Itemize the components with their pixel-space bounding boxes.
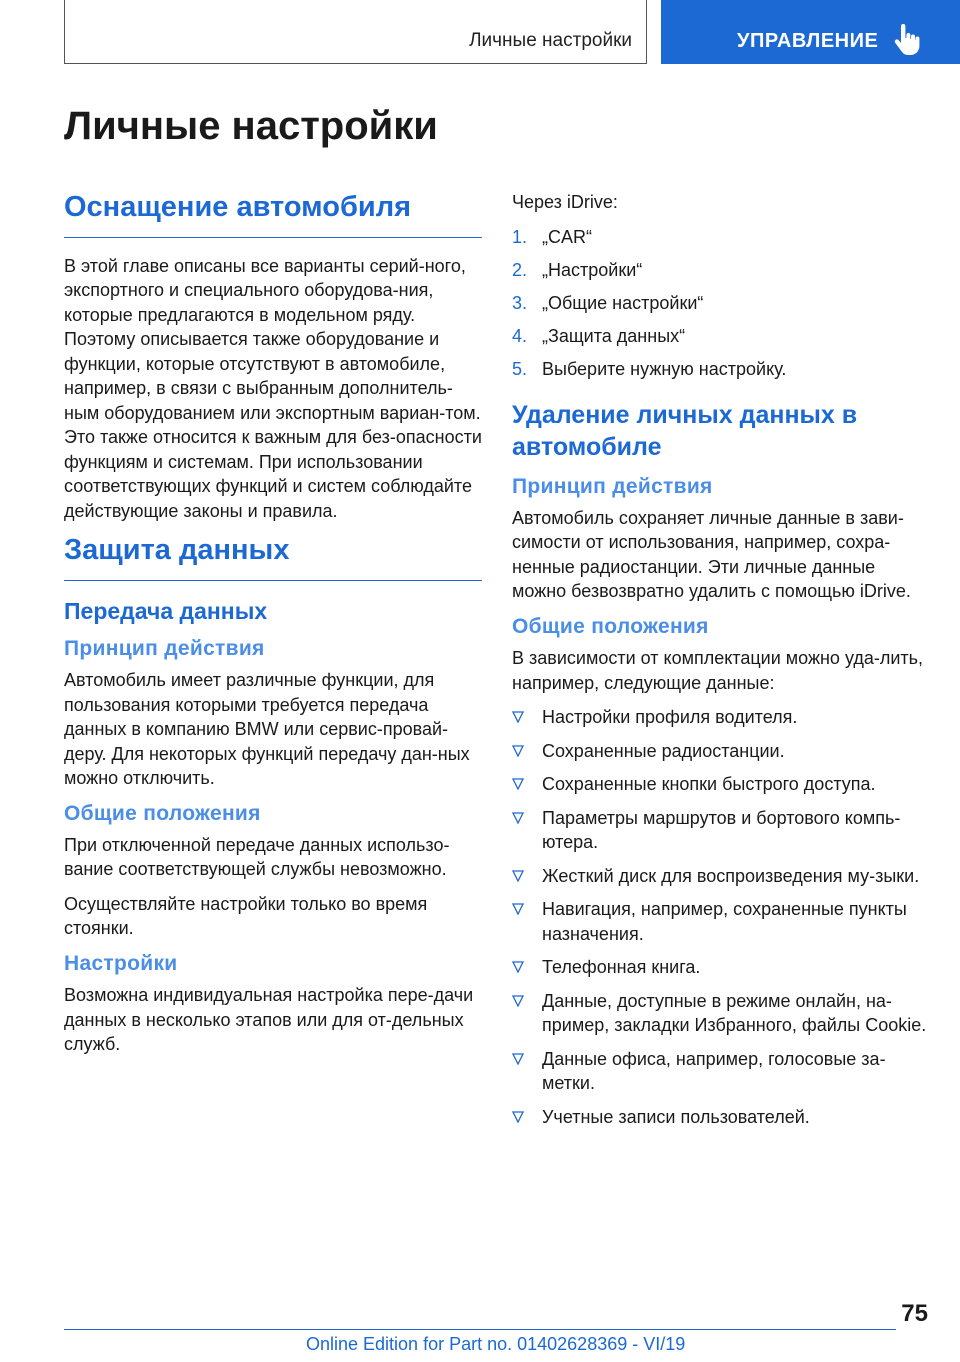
step-text: Выберите нужную настройку. — [542, 358, 787, 379]
heading-general: Общие положения — [512, 614, 709, 638]
list-item — [512, 955, 928, 980]
via-idrive-text: Через iDrive: — [512, 192, 618, 212]
list-item-text: Параметры маршрутов и бортового компь-ютера. — [542, 807, 901, 852]
list-item — [512, 705, 928, 730]
step-text: „Настройки“ — [542, 259, 643, 280]
header-section-title: Личные настройки — [469, 30, 632, 51]
list-item-text: Данные офиса, например, голосовые за-метки. — [542, 1048, 886, 1093]
general-body-1: При отключенной передаче данных использо-вание соответствующей службы невозможно. — [64, 834, 450, 880]
step-number: 1. — [512, 226, 528, 247]
step-item — [512, 291, 928, 315]
header-section-box — [64, 0, 647, 64]
delete-principle-body: Автомобиль сохраняет личные данные в зави-симости от использования, например, сохра-ненные радиостанции. Эти личные данные можно безвозвратно удалить с помощью iDrive. — [512, 507, 911, 602]
triangle-bullet-icon — [512, 711, 524, 723]
deletable-data-list — [512, 705, 928, 1129]
list-item-text: Учетные записи пользователей. — [542, 1106, 810, 1127]
triangle-bullet-icon — [512, 903, 524, 915]
list-item-text: Телефонная книга. — [542, 957, 701, 977]
header-chapter-label: УПРАВЛЕНИЕ — [737, 30, 879, 52]
footer-edition-text: Online Edition for Part no. 01402628369 - VI/19 — [306, 1334, 686, 1354]
list-item — [512, 864, 928, 889]
right-column — [512, 190, 928, 1138]
subsection-title-data-transfer: Передача данных — [64, 598, 268, 625]
list-item-text: Сохраненные радиостанции. — [542, 740, 785, 761]
step-number: 4. — [512, 325, 528, 346]
list-item-text: Настройки профиля водителя. — [542, 707, 798, 727]
step-number: 2. — [512, 259, 528, 280]
triangle-bullet-icon — [512, 1111, 524, 1123]
list-item — [512, 1047, 928, 1096]
triangle-bullet-icon — [512, 995, 524, 1007]
section-title-data-protection: Защита данных — [64, 533, 482, 581]
page-number: 75 — [901, 1300, 928, 1327]
step-item — [512, 258, 928, 282]
step-number: 5. — [512, 358, 528, 379]
heading-principle: Принцип действия — [64, 636, 265, 660]
heading-settings: Настройки — [64, 951, 178, 975]
list-item-text: Сохраненные кнопки быстрого доступа. — [542, 774, 876, 794]
triangle-bullet-icon — [512, 745, 524, 757]
list-item — [512, 897, 928, 946]
step-text: „CAR“ — [542, 226, 592, 247]
left-column — [64, 190, 482, 1067]
step-number: 3. — [512, 292, 528, 313]
list-item-text: Данные, доступные в режиме онлайн, на-пример, закладки Избранного, файлы Cookie. — [542, 990, 927, 1035]
triangle-bullet-icon — [512, 1053, 524, 1065]
step-text: „Общие настройки“ — [542, 292, 704, 313]
step-item — [512, 225, 928, 249]
general-body-2: Осуществляйте настройки только во время стоянки. — [64, 893, 428, 939]
section-title-equipment: Оснащение автомобиля — [64, 190, 482, 238]
delete-general-body: В зависимости от комплектации можно уда-лить, например, следующие данные: — [512, 648, 924, 693]
section-title-delete-personal-data: Удаление личных данных в автомобиле — [512, 400, 858, 461]
page-title: Личные настройки — [64, 104, 438, 148]
settings-body: Возможна индивидуальная настройка пере-дачи данных в несколько этапов или для от-дельных служб. — [64, 985, 474, 1055]
step-text: „Защита данных“ — [542, 325, 686, 346]
heading-general: Общие положения — [64, 801, 261, 825]
list-item-text: Жесткий диск для воспроизведения му-зыки. — [542, 865, 920, 886]
list-item — [512, 806, 928, 855]
heading-principle: Принцип действия — [512, 474, 713, 498]
list-item — [512, 1105, 928, 1130]
list-item — [512, 739, 928, 764]
header-chapter-tab[interactable] — [661, 0, 960, 64]
hand-pointer-icon — [893, 24, 921, 56]
list-item — [512, 989, 928, 1038]
triangle-bullet-icon — [512, 778, 524, 790]
list-item-text: Навигация, например, сохраненные пункты назначения. — [542, 899, 907, 944]
triangle-bullet-icon — [512, 961, 524, 973]
footer-divider — [64, 1329, 896, 1330]
step-item — [512, 324, 928, 348]
steps-list — [512, 225, 928, 381]
principle-body: Автомобиль имеет различные функции, для пользования которыми требуется передача данных в компанию BMW или сервис-провай-деру. Для некоторых функций передачу дан-ных можно отключить. — [64, 670, 470, 789]
equipment-body: В этой главе описаны все варианты серий-ного, экспортного и специального оборудова-ния, которые предлагаются в модельном ряду. Поэтому описывается также оборудование и функции, которые отсутствуют в автомобиле, например, в связи с выбранным дополнитель-ным оборудованием или экспортным вариан-том. Это также относится к важным для без-опасности функциям и системам. При использовании соответствующих функций и систем соблюдайте действующие законы и правила. — [64, 255, 482, 521]
list-item — [512, 772, 928, 797]
step-item — [512, 357, 928, 381]
triangle-bullet-icon — [512, 812, 524, 824]
triangle-bullet-icon — [512, 870, 524, 882]
